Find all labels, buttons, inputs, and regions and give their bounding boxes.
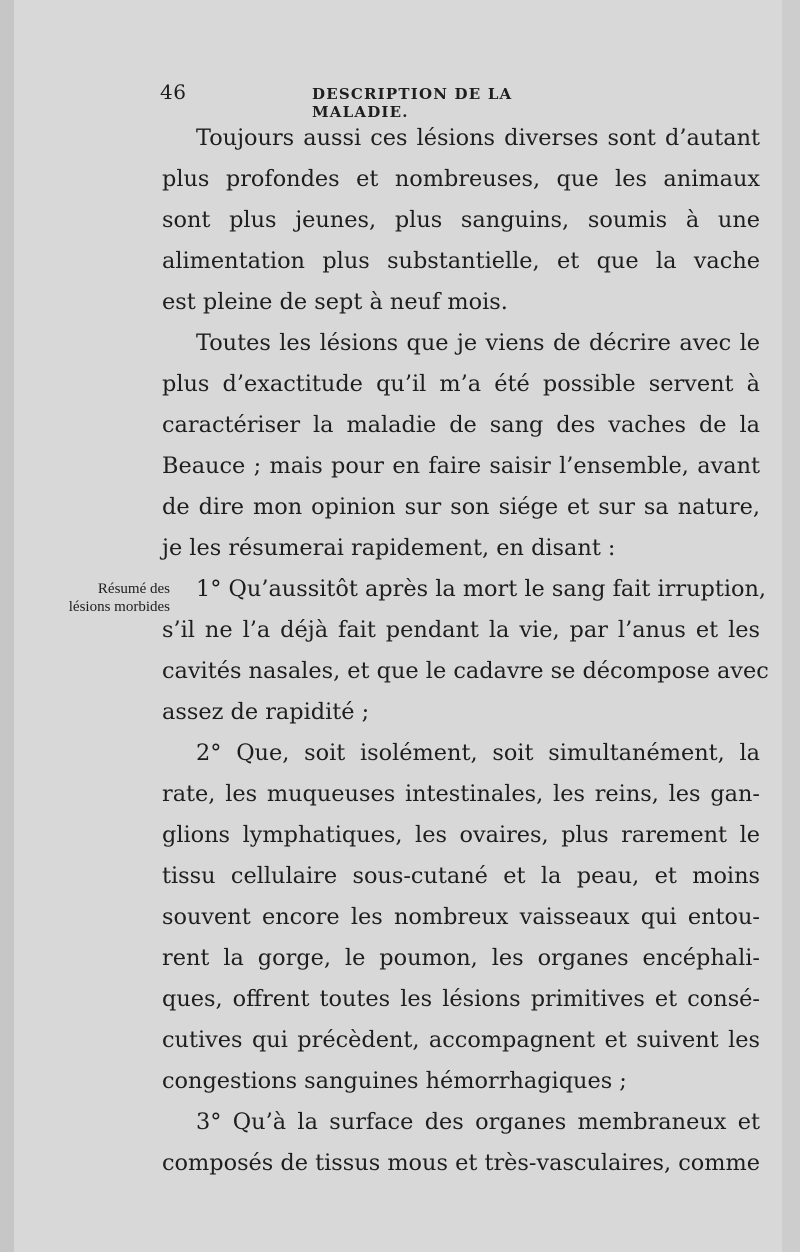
text-line: caractériser la maladie de sang des vaches de la [162, 412, 760, 438]
text-line: composés de tissus mous et très-vasculaires, comme [162, 1150, 760, 1176]
text-line: Beauce ; mais pour en faire saisir l’ensemble, avant [162, 453, 760, 479]
margin-note-line-1: Résumé des [97, 581, 170, 597]
text-line: rent la gorge, le poumon, les organes encéphali- [162, 945, 760, 971]
text-line: cavités nasales, et que le cadavre se décompose avec [162, 658, 769, 684]
text-line: congestions sanguines hémorrhagiques ; [162, 1068, 627, 1094]
text-line: 1° Qu’aussitôt après la mort le sang fait irruption, [196, 576, 767, 602]
page-number: 46 [160, 80, 187, 104]
text-line: Toujours aussi ces lésions diverses sont d’autant [196, 125, 760, 151]
margin-note [32, 580, 170, 616]
text-line: sont plus jeunes, plus sanguins, soumis à une [162, 207, 760, 233]
text-line: Toutes les lésions que je viens de décrire avec le [196, 330, 760, 356]
text-line: plus profondes et nombreuses, que les animaux [162, 166, 760, 192]
text-line: cutives qui précèdent, accompagnent et suivent les [162, 1027, 760, 1053]
text-line: souvent encore les nombreux vaisseaux qui entou- [162, 904, 760, 930]
margin-note-line-2: lésions morbides [68, 599, 170, 615]
text-line: de dire mon opinion sur son siége et sur sa nature, [162, 494, 760, 520]
text-line: tissu cellulaire sous-cutané et la peau, et moins [162, 863, 760, 889]
text-line: glions lymphatiques, les ovaires, plus rarement le [162, 822, 760, 848]
running-head [160, 76, 600, 121]
text-line: assez de rapidité ; [162, 699, 370, 725]
text-line: rate, les muqueuses intestinales, les reins, les gan- [162, 781, 760, 807]
body-text [162, 118, 769, 1184]
running-head-title: DESCRIPTION DE LA MALADIE. [312, 85, 513, 121]
text-line: 2° Que, soit isolément, soit simultanément, la [196, 740, 760, 766]
text-line: plus d’exactitude qu’il m’a été possible servent à [162, 371, 760, 397]
text-line: 3° Qu’à la surface des organes membraneux et [196, 1109, 760, 1135]
text-line: est pleine de sept à neuf mois. [162, 289, 508, 315]
text-line: je les résumerai rapidement, en disant : [162, 535, 616, 561]
text-line: ques, offrent toutes les lésions primitives et consé- [162, 986, 760, 1012]
text-line: alimentation plus substantielle, et que la vache [162, 248, 760, 274]
text-line: s’il ne l’a déjà fait pendant la vie, par l’anus et les [162, 617, 760, 643]
